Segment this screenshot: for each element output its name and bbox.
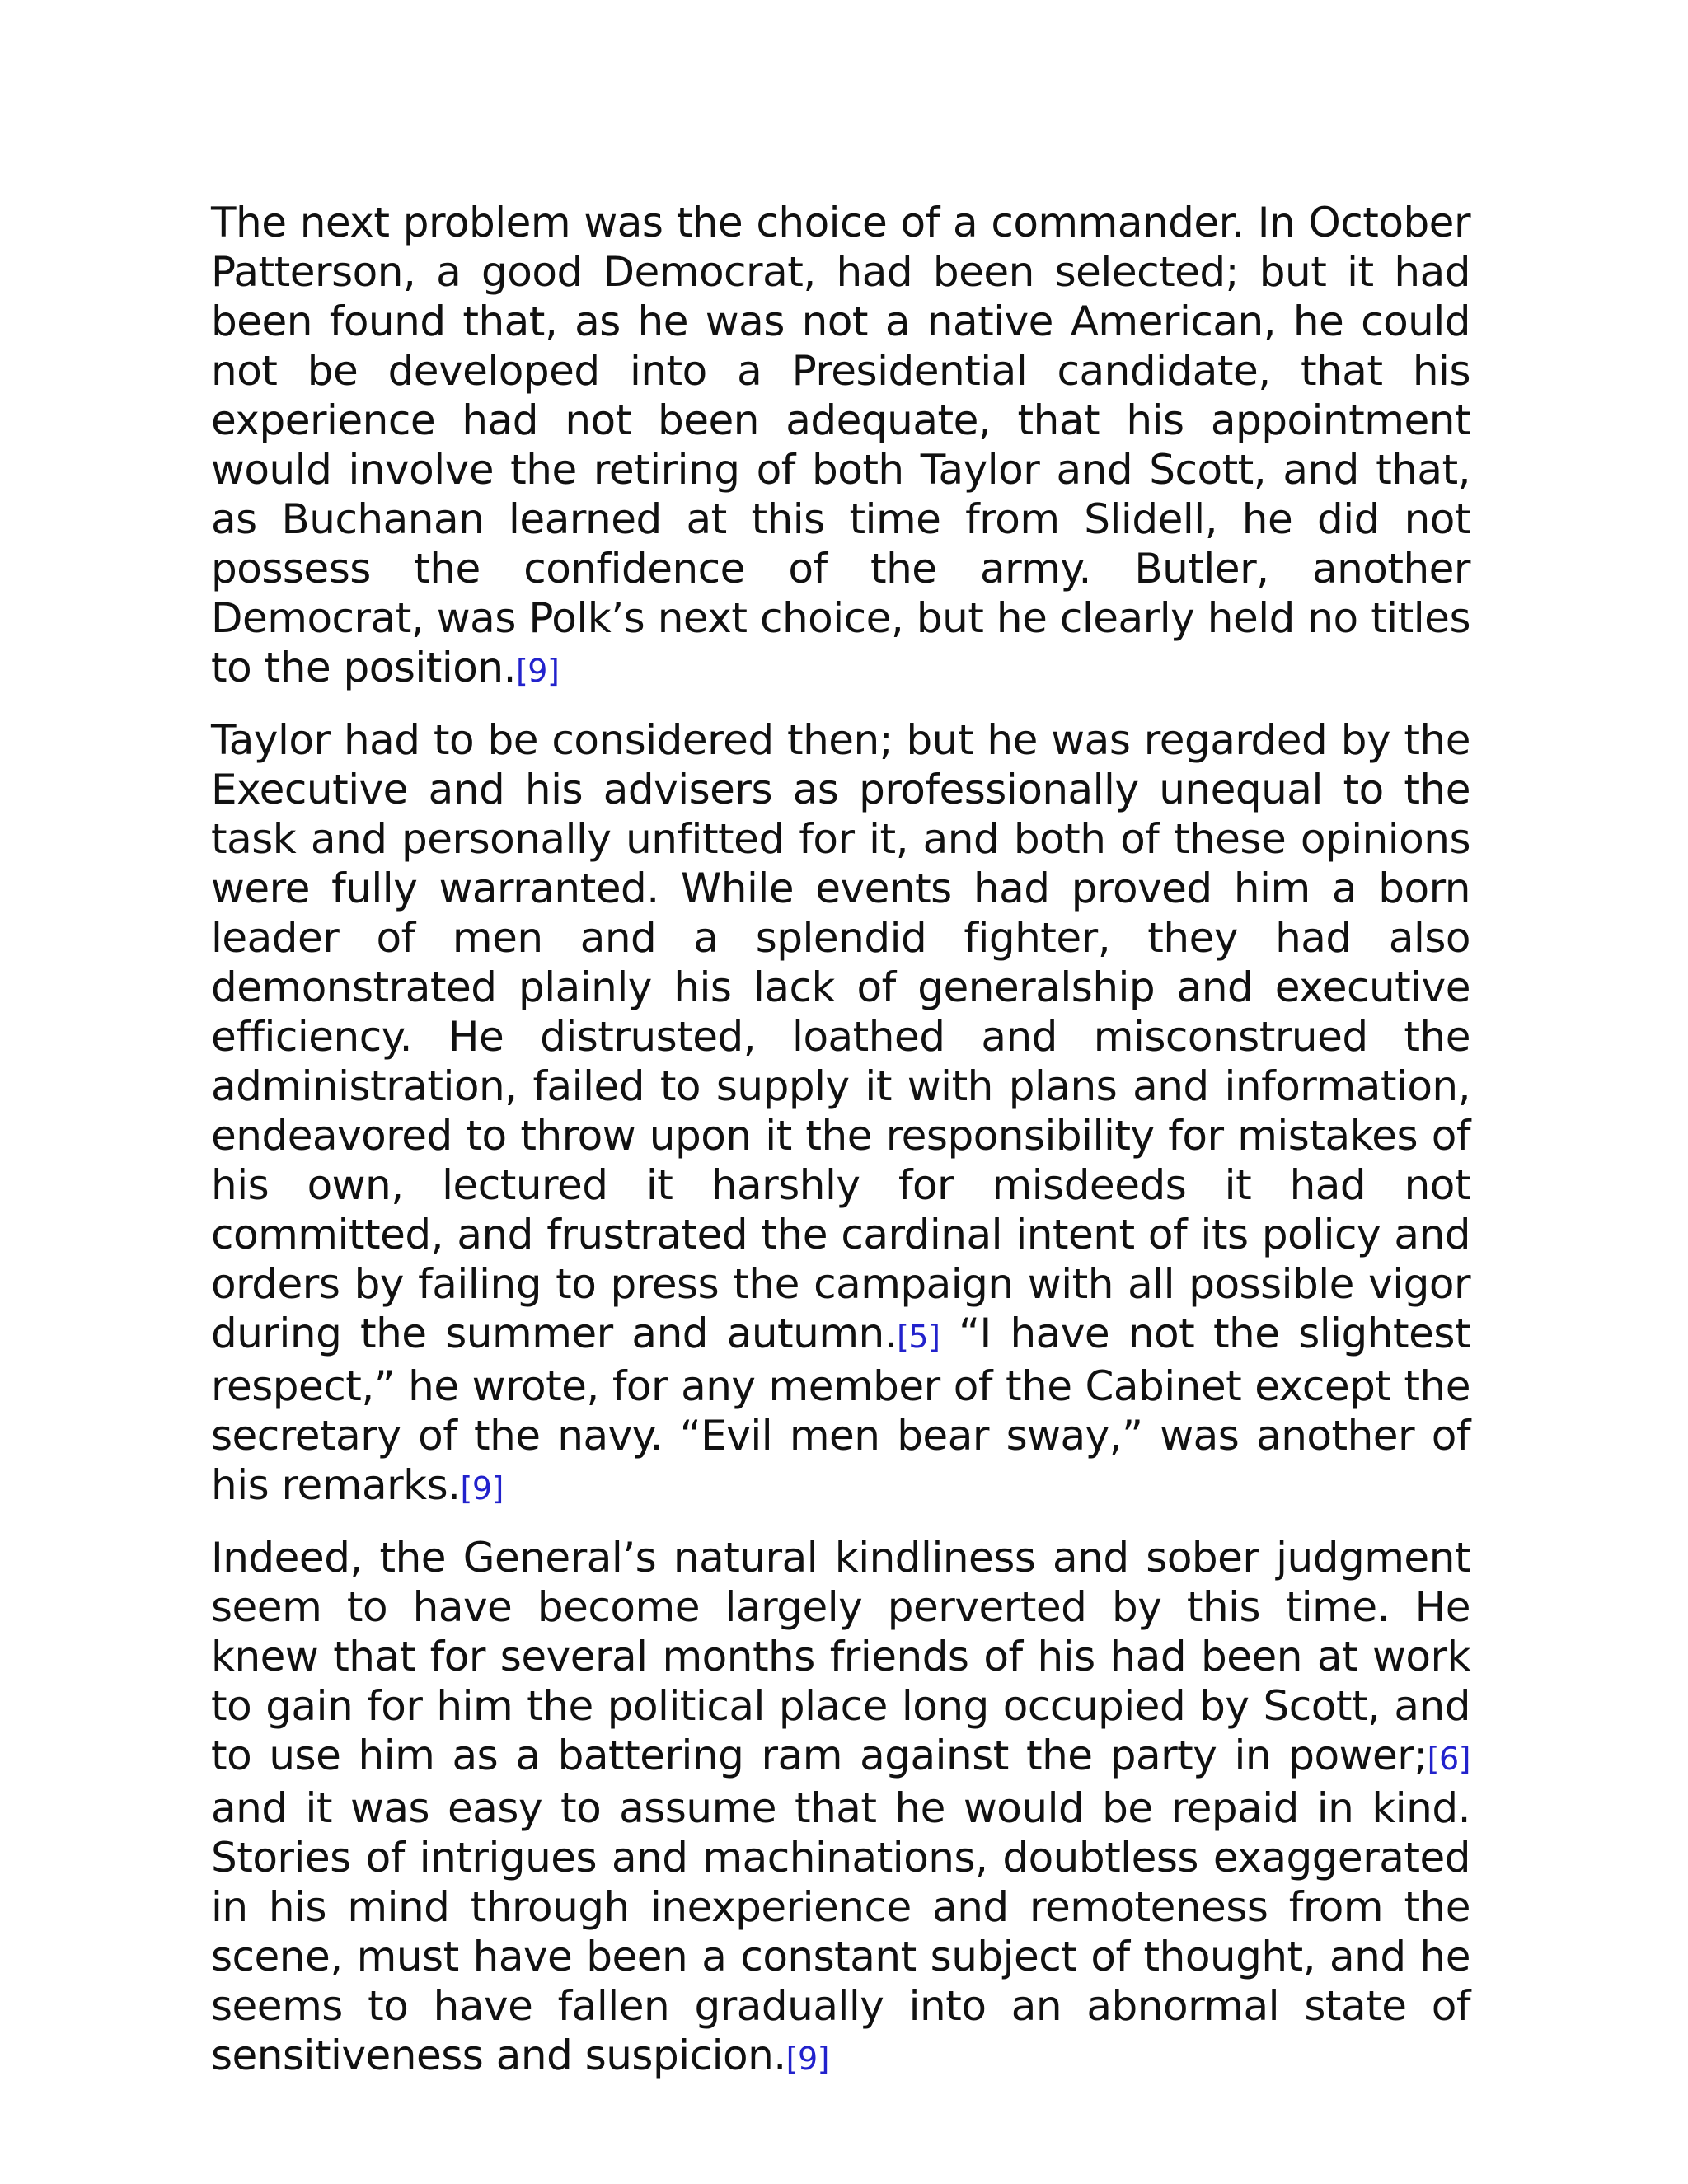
paragraph-text: Taylor had to be considered then; but he was regarded by the Executive and his advisers as professionally unequal to the task and personally unfitted for it, and both of these opinions were fully warranted. While events had proved him a born leader of men and a splendid fighter, they had also demonstrated plainly his lack of generalship and executive efficiency. He distrusted, loathed and misconstrued the administration, failed to supply it with plans and information, endeavored to throw upon it the responsibility for mistakes of his own, lectured it harshly for misdeeds it had not committed, and frustrated the cardinal intent of its policy and orders by failing to press the campaign with all possible vigor during the summer and autumn.: [211, 716, 1470, 1357]
footnote-link[interactable]: [9]: [460, 1470, 504, 1507]
paragraph-text: The next problem was the choice of a commander. In October Patterson, a good Democrat, had been selected; but it had been found that, as he was not a native American, he could not be developed into a Presidential candidate, that his experience had not been adequate, that his appointment would involve the retiring of both Taylor and Scott, and that, as Buchanan learned at this time from Slidell, he did not possess the confidence of the army. Butler, another Democrat, was Polk’s next choice, but he clearly held no titles to the position.: [211, 199, 1470, 691]
document-page: [211, 198, 1470, 2103]
paragraph: [211, 715, 1470, 1513]
paragraph-text: and it was easy to assume that he would be repaid in kind. Stories of intrigues and machinations, doubtless exaggerated in his mind through inexperience and remoteness from the scene, must have been a constant subject of thought, and he seems to have fallen gradually into an abnormal state of sensitiveness and suspicion.: [211, 1784, 1470, 2079]
footnote-link[interactable]: [9]: [785, 2041, 829, 2077]
footnote-link[interactable]: [6]: [1427, 1741, 1470, 1777]
paragraph-text: “I have not the slightest respect,” he wrote, for any member of the Cabinet except the secretary of the navy. “Evil men bear sway,” was another of his remarks.: [211, 1310, 1470, 1509]
footnote-link[interactable]: [5]: [897, 1319, 940, 1355]
paragraph: [211, 1533, 1470, 2083]
footnote-link[interactable]: [9]: [515, 653, 560, 689]
paragraph-text: Indeed, the General’s natural kindliness and sober judgment seem to have become largely perverted by this time. He knew that for several months friends of his had been at work to gain for him the political place long occupied by Scott, and to use him as a battering ram against the party in power;: [211, 1534, 1470, 1779]
paragraph: [211, 198, 1470, 696]
